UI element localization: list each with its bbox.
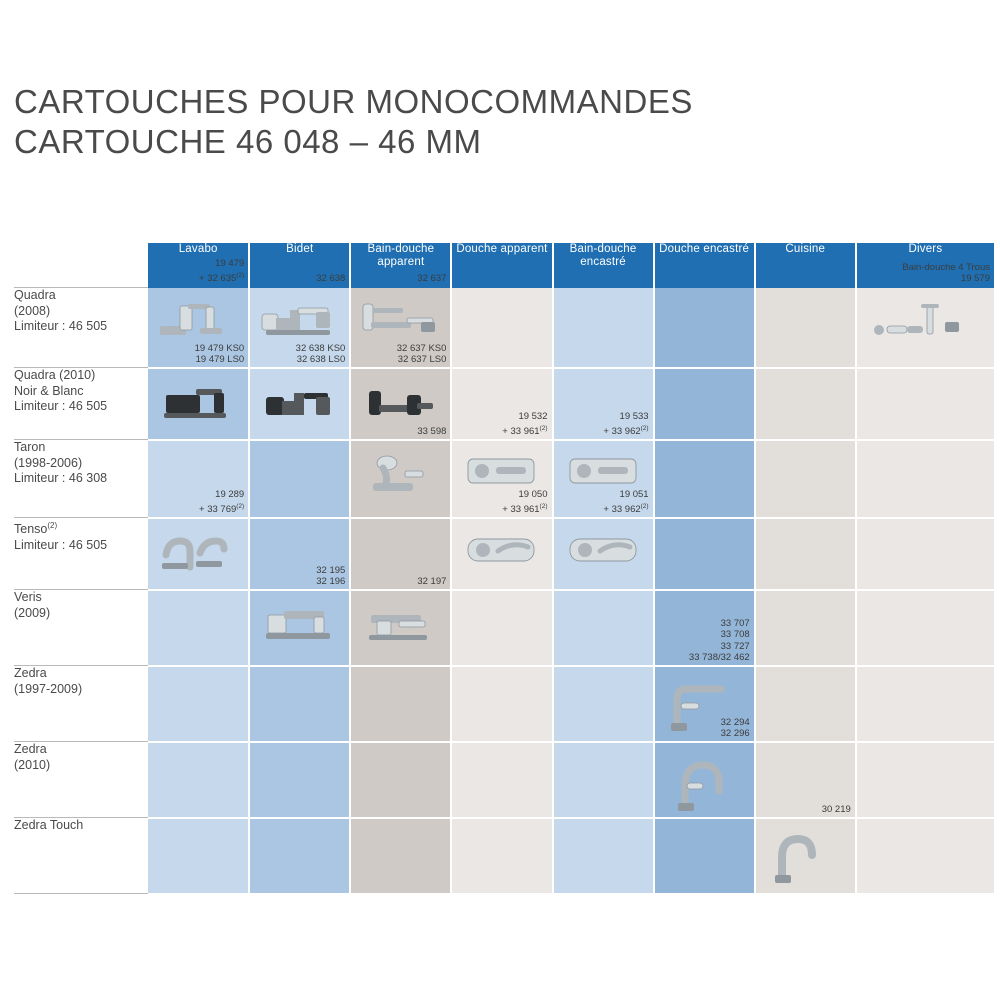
cell-zedra-2010-douche_encastre [654,716,755,818]
cell-quadra-2010-douche_encastre [654,368,755,440]
cell-zedra-touch-divers [856,818,994,894]
cell-taron-cuisine [755,440,856,518]
product-code: 32 197 [417,576,447,587]
cell-quadra-2008-cuisine [755,288,856,368]
product-code-list [397,343,447,366]
cell-quadra-2010-divers [856,368,994,440]
cell-veris-lavabo [148,590,249,666]
cell-tenso-douche_encastre [654,518,755,590]
row-label-line: Limiteur : 46 505 [14,399,108,413]
cell-zedra-1997-bain_douche_encastre [553,666,654,742]
table-row [14,818,994,894]
product-code: 32 195 [316,564,346,576]
row-label-zedra-touch [14,818,148,894]
row-label-line: Zedra [14,666,47,680]
product-code-list [195,343,245,366]
product-code: + 32 635$^{(2)}$ [199,271,245,284]
product-code-list [417,426,446,438]
product-image [462,531,542,569]
product-code: 33 598 [417,426,447,437]
product-image [462,453,542,491]
cell-tenso-bain_douche_encastre [553,489,654,590]
row-label-line: (1997-2009) [14,681,83,696]
row-label-line: Limiteur : 46 505 [14,537,108,552]
matrix-table [14,243,994,895]
cell-zedra-2010-bidet [249,742,350,818]
product-code: + 33 769$^{(2)}$ [199,502,245,515]
cell-tenso-lavabo [148,489,249,590]
column-header-bain-douche-encastre: Bain-douche encastré [553,243,654,288]
product-code: 19 533 [619,411,649,423]
product-image [162,381,234,423]
cell-quadra-2008-douche_apparent [451,288,552,368]
row-label-zedra-2010 [14,742,148,818]
cell-zedra-1997-douche_apparent [451,666,552,742]
product-code: 32 637 KS0 [396,342,447,354]
product-code: 19 050 [518,489,548,501]
cell-zedra-2010-lavabo [148,742,249,818]
row-label-quadra-2010 [14,368,148,440]
product-code: 32 196 [316,576,346,587]
matrix-body [14,258,994,894]
cell-zedra-1997-cuisine [755,666,856,742]
cell-quadra-2010-cuisine [755,368,856,440]
product-code: 19 479 KS0 [194,342,245,354]
cell-quadra-2008-bain_douche_encastre [553,288,654,368]
product-code: 33 738/32 462 [688,652,750,663]
product-code-list [502,411,547,437]
product-code-list [902,262,990,285]
table-row [14,590,994,666]
cell-zedra-touch-bain_douche_apparent [350,818,451,894]
column-header-douche-encastre: Douche encastré [654,243,755,288]
product-image [154,296,242,342]
product-image [768,825,822,885]
column-header-divers: Divers [856,243,994,288]
cell-veris-cuisine [755,590,856,666]
row-label-line: Limiteur : 46 308 [14,471,108,485]
product-code-list [316,273,345,285]
product-code: 19 289 [215,489,245,501]
product-code-list [316,565,345,588]
product-code: 32 296 [720,728,750,739]
cell-taron-bidet [249,440,350,518]
cell-zedra-touch-bidet [249,818,350,894]
product-code: 19 579 [960,273,990,284]
product-code: 32 637 LS0 [397,354,447,365]
cell-zedra-touch-douche_encastre [654,818,755,894]
row-label-line: Limiteur : 46 505 [14,319,108,333]
column-header-lavabo: Lavabo [148,243,249,288]
product-code-list [417,273,446,285]
cell-quadra-2010-bidet [249,342,350,440]
matrix-header [14,243,994,288]
cell-veris-bain_douche_apparent [350,576,451,666]
product-code: 33 708 [720,629,750,640]
row-label-line: Zedra Touch [14,818,84,832]
row-label-line: Taron [14,440,46,454]
column-header-cuisine: Cuisine [755,243,856,288]
product-code: 30 219 [821,804,851,815]
row-label-line: (2009) [14,605,51,620]
row-label-taron [14,440,148,518]
cell-zedra-touch-douche_apparent [451,818,552,894]
column-header-douche-apparent: Douche apparent [451,243,552,288]
product-code-list [822,804,851,816]
product-code: + 33 962$^{(2)}$ [603,424,649,437]
cell-quadra-2008-divers [856,261,994,368]
product-code: Bain-douche 4 Trous [902,261,990,273]
cell-zedra-1997-lavabo [148,666,249,742]
product-image [667,673,729,735]
product-code: 33 727 [720,640,750,652]
cell-zedra-1997-bain_douche_apparent [350,666,451,742]
title-line-1: CARTOUCHES POUR MONOCOMMANDES [14,83,693,120]
page-title [14,82,914,162]
row-label-veris [14,590,148,666]
row-label-line: Tenso$^{(2)}$ [14,521,58,537]
product-code-list [502,489,547,515]
product-image [367,601,435,645]
cell-tenso-cuisine [755,518,856,590]
cell-taron-divers [856,440,994,518]
cell-zedra-2010-bain_douche_apparent [350,742,451,818]
header-corner [14,243,148,288]
product-image [264,601,338,645]
column-header-bidet: Bidet [249,243,350,288]
product-code: 32 638 LS0 [296,354,346,365]
row-label-line: (2008) [14,303,51,318]
product-code: + 33 961$^{(2)}$ [502,502,548,515]
cell-zedra-1997-divers [856,666,994,742]
product-image [564,453,644,491]
product-code: 32 637 [417,273,447,284]
cell-zedra-touch-lavabo [148,818,249,894]
product-code: + 33 962$^{(2)}$ [603,502,649,515]
cell-quadra-2008-douche_encastre [654,288,755,368]
cell-veris-divers [856,590,994,666]
product-code-list [296,343,346,366]
title-line-2: CARTOUCHE 46 048 – 46 MM [14,123,482,160]
cell-tenso-douche_apparent [451,489,552,590]
product-image [673,749,729,813]
cell-zedra-touch-cuisine [755,804,856,894]
cell-zedra-2010-bain_douche_encastre [553,742,654,818]
row-label-quadra-2008 [14,288,148,368]
row-label-line: Noir & Blanc [14,383,84,398]
product-code: 19 532 [518,411,548,423]
product-code: 32 638 KS0 [295,342,346,354]
cell-zedra-2010-douche_apparent [451,742,552,818]
table-row [14,518,994,590]
cell-quadra-2010-lavabo [148,342,249,440]
product-code: 32 294 [720,716,750,728]
product-code-list [721,717,750,740]
cell-zedra-1997-bidet [249,666,350,742]
product-image [359,296,443,340]
product-image [258,294,342,342]
cell-zedra-2010-divers [856,742,994,818]
row-label-line: (2010) [14,757,51,772]
product-image [871,296,967,340]
column-header-bain-douche-apparent: Bain-douche apparent [350,243,451,288]
cell-veris-douche_apparent [451,590,552,666]
row-label-line: Zedra [14,742,47,756]
row-label-zedra-1997 [14,666,148,742]
product-code: 19 479 [215,258,245,270]
product-code: 19 051 [619,489,649,501]
product-image [365,451,435,497]
product-code-list [199,258,244,284]
cell-taron-douche_encastre [654,440,755,518]
row-label-line: Quadra [14,288,56,302]
product-code-list [603,411,648,437]
product-image [262,381,338,423]
row-label-line: Veris [14,590,42,604]
cell-zedra-touch-bain_douche_encastre [553,818,654,894]
cell-veris-bain_douche_encastre [553,590,654,666]
row-label-tenso [14,518,148,590]
cell-tenso-divers [856,518,994,590]
table-row [14,666,994,742]
cell-veris-bidet [249,564,350,666]
product-code-list [603,489,648,515]
product-code-list [199,489,244,515]
product-code: 19 479 LS0 [195,354,245,365]
table-row [14,288,994,368]
product-image [160,529,236,573]
product-code: 33 707 [720,617,750,629]
product-image [365,381,439,423]
product-matrix [14,243,994,895]
row-label-line: Quadra (2010) [14,368,96,382]
product-code: + 33 961$^{(2)}$ [502,424,548,437]
product-code-list [689,618,750,664]
header-row [14,243,994,288]
cell-taron-bain_douche_apparent [350,426,451,518]
row-label-line: (1998-2006) [14,455,83,470]
product-code-list [417,576,446,588]
product-image [564,531,644,569]
product-code: 32 638 [316,273,346,284]
